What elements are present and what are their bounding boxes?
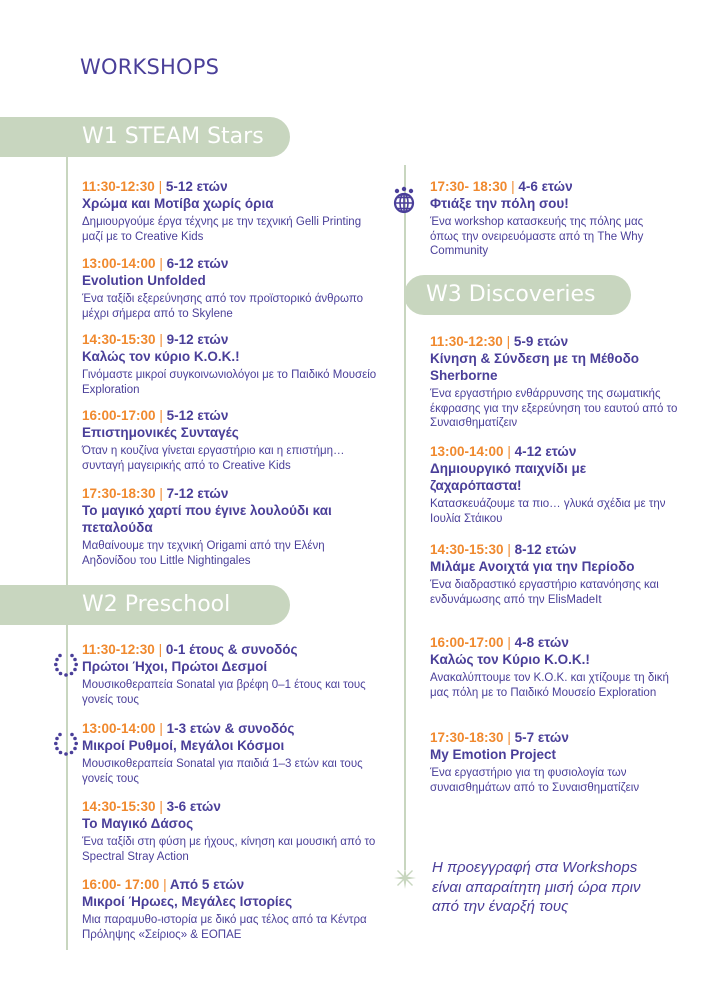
session-desc: Μια παραμυθο-ιστορία με δικό μας τέλος από τα Κέντρα Πρόληψης «Σείριος» & ΕΟΠΑΕ — [82, 914, 367, 941]
session-time: 17:30-18:30 — [82, 486, 156, 501]
laurel-icon — [53, 652, 79, 678]
session-age: 4-12 ετών — [514, 444, 577, 459]
session-w2-4: 16:00- 17:00 | Από 5 ετών Μικροί Ήρωες, Μεγάλες Ιστορίες Μια παραμυθο-ιστορία με δικό μας τέλος από τα Κέντρα Πρόληψης «Σείριος» & ΕΟΠΑΕ — [82, 876, 382, 942]
session-age: 1-3 ετών & συνοδός — [166, 721, 295, 736]
session-w1-2: 13:00-14:00 | 6-12 ετών Evolution Unfolded Ένα ταξίδι εξερεύνησης από τον προϊστορικό άνθρωπο μέχρι σήμερα από το Skylene — [82, 255, 382, 321]
session-desc: Ανακαλύπτουμε τον Κ.Ο.Κ. και χτίζουμε τη δική μας πόλη με το Παιδικό Μουσείο Exploration — [430, 672, 669, 699]
session-age: 7-12 ετών — [166, 486, 229, 501]
section-banner-w3: W3 Discoveries — [404, 275, 631, 315]
session-time: 14:30-15:30 — [82, 799, 156, 814]
session-time: 13:00-14:00 — [82, 256, 156, 271]
session-title: Μικροί Ήρωες, Μεγάλες Ιστορίες — [82, 894, 293, 909]
session-title: Μιλάμε Ανοιχτά για την Περίοδο — [430, 559, 635, 574]
session-title: Μικροί Ρυθμοί, Μεγάλοι Κόσμοι — [82, 738, 285, 753]
session-desc: Γινόμαστε μικροί συγκοινωνιολόγοι με το Παιδικό Μουσείο Exploration — [82, 369, 377, 396]
session-age: 9-12 ετών — [166, 332, 229, 347]
page-title: WORKSHOPS — [80, 55, 220, 79]
session-time: 17:30-18:30 — [430, 730, 504, 745]
session-time: 16:00-17:00 — [430, 635, 504, 650]
session-title: Evolution Unfolded — [82, 273, 206, 288]
session-age: 5-12 ετών — [166, 408, 229, 423]
session-w2-1: 11:30-12:30 | 0-1 έτους & συνοδός Πρώτοι Ήχοι, Πρώτοι Δεσμοί Μουσικοθεραπεία Sonatal για βρέφη 0–1 έτους και τους γονείς τους — [82, 641, 382, 707]
session-w3-3: 14:30-15:30 | 8-12 ετών Μιλάμε Ανοιχτά για την Περίοδο Ένα διαδραστικό εργαστήριο κατανόησης και ενδυνάμωσης από την ElisMadeIt — [430, 541, 680, 607]
session-desc: Δημιουργούμε έργα τέχνης με την τεχνική Gelli Printing μαζί με το Creative Kids — [82, 216, 362, 243]
session-title: My Emotion Project — [430, 747, 557, 762]
section-banner-w1: W1 STEAM Stars — [0, 117, 290, 157]
session-age: 6-12 ετών — [166, 256, 229, 271]
session-age: 4-6 ετών — [518, 179, 573, 194]
session-time: 16:00-17:00 — [82, 408, 156, 423]
session-w3-4: 16:00-17:00 | 4-8 ετών Καλώς τον Κύριο Κ.Ο.Κ.! Ανακαλύπτουμε τον Κ.Ο.Κ. και χτίζουμε τη δική μας πόλη με το Παιδικό Μουσείο Exploration — [430, 634, 680, 700]
session-title: Καλώς τον Κύριο Κ.Ο.Κ.! — [430, 652, 590, 667]
session-age: 5-9 ετών — [513, 334, 569, 349]
laurel-icon — [53, 731, 79, 757]
session-desc: Όταν η κουζίνα γίνεται εργαστήριο και η επιστήμη… συνταγή μαγειρικής από το Creative Kids — [82, 445, 345, 472]
session-w1-5: 17:30-18:30 | 7-12 ετών Το μαγικό χαρτί που έγινε λουλούδι και πεταλούδα Μαθαίνουμε την τεχνική Origami από την Ελένη Αηδονίδου του Little Nightingales — [82, 485, 342, 568]
timeline-line-left — [66, 150, 68, 628]
globe-icon — [391, 186, 417, 214]
registration-note: Η προεγγραφή στα Workshops είναι απαραίτητη μισή ώρα πριν από την έναρξή τους — [432, 859, 641, 915]
session-age: 8-12 ετών — [514, 542, 577, 557]
session-desc: Μουσικοθεραπεία Sonatal για βρέφη 0–1 έτους και τους γονείς τους — [82, 679, 366, 706]
session-age: 5-12 ετών — [165, 179, 228, 194]
timeline-line-right — [404, 165, 406, 870]
session-desc: Μαθαίνουμε την τεχνική Origami από την Ελένη Αηδονίδου του Little Nightingales — [82, 540, 325, 567]
session-age: 0-1 έτους & συνοδός — [165, 642, 298, 657]
session-time: 14:30-15:30 — [430, 542, 504, 557]
session-w3-5: 17:30-18:30 | 5-7 ετών My Emotion Project Ένα εργαστήριο για τη φυσιολογία των συναισθημάτων από το Συναισθηματίζειν — [430, 729, 680, 795]
session-age: Από 5 ετών — [169, 877, 245, 892]
session-desc: Μουσικοθεραπεία Sonatal για παιδιά 1–3 ετών και τους γονείς τους — [82, 758, 363, 785]
session-w1-4: 16:00-17:00 | 5-12 ετών Επιστημονικές Συνταγές Όταν η κουζίνα γίνεται εργαστήριο και η επιστήμη… συνταγή μαγειρικής από το Creative Kids — [82, 407, 382, 473]
session-age: 4-8 ετών — [514, 635, 569, 650]
session-desc: Ένα ταξίδι στη φύση με ήχους, κίνηση και μουσική από το Spectral Stray Action — [82, 836, 376, 863]
session-time: 11:30-12:30 — [82, 179, 155, 194]
session-w1-3: 14:30-15:30 | 9-12 ετών Καλώς τον κύριο Κ.Ο.Κ.! Γινόμαστε μικροί συγκοινωνιολόγοι με το Παιδικό Μουσείο Exploration — [82, 331, 382, 397]
session-desc: Ένα διαδραστικό εργαστήριο κατανόησης και ενδυνάμωσης από την ElisMadeIt — [430, 579, 659, 606]
session-w1-1: 11:30-12:30 | 5-12 ετών Χρώμα και Μοτίβα χωρίς όρια Δημιουργούμε έργα τέχνης με την τεχνική Gelli Printing μαζί με το Creative Kids — [82, 178, 382, 244]
session-w3pre-1: 17:30- 18:30 | 4-6 ετών Φτιάξε την πόλη σου! Ένα workshop κατασκευής της πόλης μας όπως την ονειρευόμαστε από τη The Why Community — [430, 178, 670, 259]
sparkle-icon — [394, 867, 416, 889]
session-title: Το μαγικό χαρτί που έγινε λουλούδι και πεταλούδα — [82, 503, 332, 535]
session-age: 5-7 ετών — [514, 730, 569, 745]
session-desc: Ένα ταξίδι εξερεύνησης από τον προϊστορικό άνθρωπο μέχρι σήμερα από το Skylene — [82, 293, 364, 320]
session-desc: Ένα workshop κατασκευής της πόλης μας όπως την ονειρευόμαστε από τη The Why Community — [430, 216, 644, 257]
session-title: Χρώμα και Μοτίβα χωρίς όρια — [82, 196, 274, 211]
session-title: Καλώς τον κύριο Κ.Ο.Κ.! — [82, 349, 240, 364]
session-title: Επιστημονικές Συνταγές — [82, 425, 239, 440]
session-title: Πρώτοι Ήχοι, Πρώτοι Δεσμοί — [82, 659, 268, 674]
session-time: 13:00-14:00 — [82, 721, 156, 736]
session-desc: Ένα εργαστήριο ενθάρρυνσης της σωματικής έκφρασης για την εξερεύνηση του εαυτού από το Συναισθηματίζειν — [430, 388, 678, 429]
session-w3-2: 13:00-14:00 | 4-12 ετών Δημιουργικό παιχνίδι με ζαχαρόπαστα! Κατασκευάζουμε τα πιο… γλυκά σχέδια με την Ιουλία Στάικου — [430, 443, 680, 526]
session-title: Φτιάξε την πόλη σου! — [430, 196, 569, 211]
session-time: 11:30-12:30 — [430, 334, 503, 349]
session-title: Κίνηση & Σύνδεση με τη Μέθοδο Sherborne — [430, 351, 640, 383]
section-banner-w2: W2 Preschool — [0, 585, 290, 625]
session-title: Δημιουργικό παιχνίδι με ζαχαρόπαστα! — [430, 461, 587, 493]
session-w2-2: 13:00-14:00 | 1-3 ετών & συνοδός Μικροί Ρυθμοί, Μεγάλοι Κόσμοι Μουσικοθεραπεία Sonatal για παιδιά 1–3 ετών και τους γονείς τους — [82, 720, 382, 786]
session-time: 16:00- 17:00 — [82, 877, 160, 892]
session-desc: Ένα εργαστήριο για τη φυσιολογία των συναισθημάτων από το Συναισθηματίζειν — [430, 767, 640, 794]
session-time: 11:30-12:30 — [82, 642, 155, 657]
session-w3-1: 11:30-12:30 | 5-9 ετών Κίνηση & Σύνδεση με τη Μέθοδο Sherborne Ένα εργαστήριο ενθάρρυνσης της σωματικής έκφρασης για την εξερεύνηση του εαυτού από το Συναισθηματίζειν — [430, 333, 680, 431]
session-time: 17:30- 18:30 — [430, 179, 508, 194]
session-title: Το Μαγικό Δάσος — [82, 816, 194, 831]
session-time: 13:00-14:00 — [430, 444, 504, 459]
session-time: 14:30-15:30 — [82, 332, 156, 347]
session-age: 3-6 ετών — [166, 799, 221, 814]
session-w2-3: 14:30-15:30 | 3-6 ετών Το Μαγικό Δάσος Ένα ταξίδι στη φύση με ήχους, κίνηση και μουσική από το Spectral Stray Action — [82, 798, 382, 864]
session-desc: Κατασκευάζουμε τα πιο… γλυκά σχέδια με την Ιουλία Στάικου — [430, 498, 666, 525]
